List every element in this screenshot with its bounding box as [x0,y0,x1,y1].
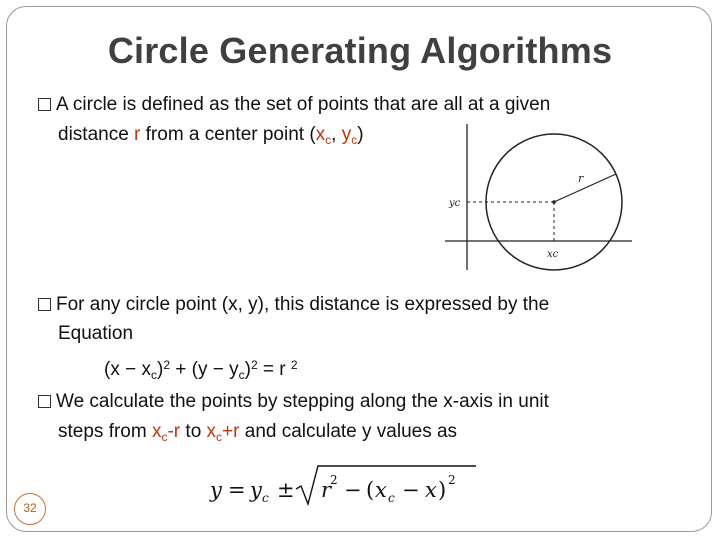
bullet-1-text: distance [58,124,135,145]
bullet-box-icon [38,98,51,111]
radius-label: r [578,172,584,185]
bullet-2-line-1: For any circle point (x, y), this distance is expressed by the [56,294,550,315]
bullet-1-text: from a center point ( [140,124,316,145]
formula-paren-open: ( [366,478,375,502]
formula-y: y [210,478,222,502]
formula-xc-sub: c [388,491,395,505]
bullet-3-text: and calculate y values as [239,421,458,442]
formula-plus-minus: ± [277,478,295,502]
formula-x: x [425,478,437,502]
yc-variable: $y_c$ [341,124,358,147]
end-bound: $x_c+r$ [206,421,240,444]
formula-xc: x [375,478,387,502]
bullet-2 [38,290,549,320]
page-number-badge: 32 [14,493,46,525]
bullet-1-line-2 [58,120,364,155]
bullet-3-line-2 [58,417,457,452]
xc-variable: $x_c$ [315,124,332,147]
distance-equation: $(x - x_c)^2 + (y - y_c)^2 = r$ $^2$ [104,358,298,382]
formula-paren-close: ) [438,478,447,502]
xc-axis-label: xc [547,249,559,260]
yc-axis-label: yc [449,198,461,209]
bullet-2-line-2: Equation [58,323,134,344]
bullet-1-line-1: A circle is defined as the set of points that are all at a given [56,94,551,115]
close-paren: ) [357,124,364,145]
bullet-3-text: to [180,421,207,442]
bullet-box-icon [38,298,51,311]
formula-yc: y [250,478,262,502]
formula-sup: 2 [448,473,456,487]
formula-r: r [321,478,332,502]
circle-diagram [440,120,635,272]
formula-inner-minus: − [402,478,420,502]
formula-minus: − [344,478,362,502]
bullet-3-line-1: We calculate the points by stepping along the x-axis in unit [56,391,549,412]
bullet-3 [38,387,549,417]
figure-background [440,120,635,272]
formula-equals: = [228,478,246,502]
bullet-3-text: steps from [58,421,152,442]
slide-title: Circle Generating Algorithms [107,30,613,71]
formula-yc-sub: c [262,491,269,505]
bullet-1 [38,90,550,120]
y-formula [208,462,483,510]
start-bound: $x_c-r$ [151,421,181,444]
r-variable: r [134,124,141,145]
comma: , [331,124,342,145]
formula-r-sup: 2 [330,473,338,487]
bullet-box-icon [38,395,51,408]
